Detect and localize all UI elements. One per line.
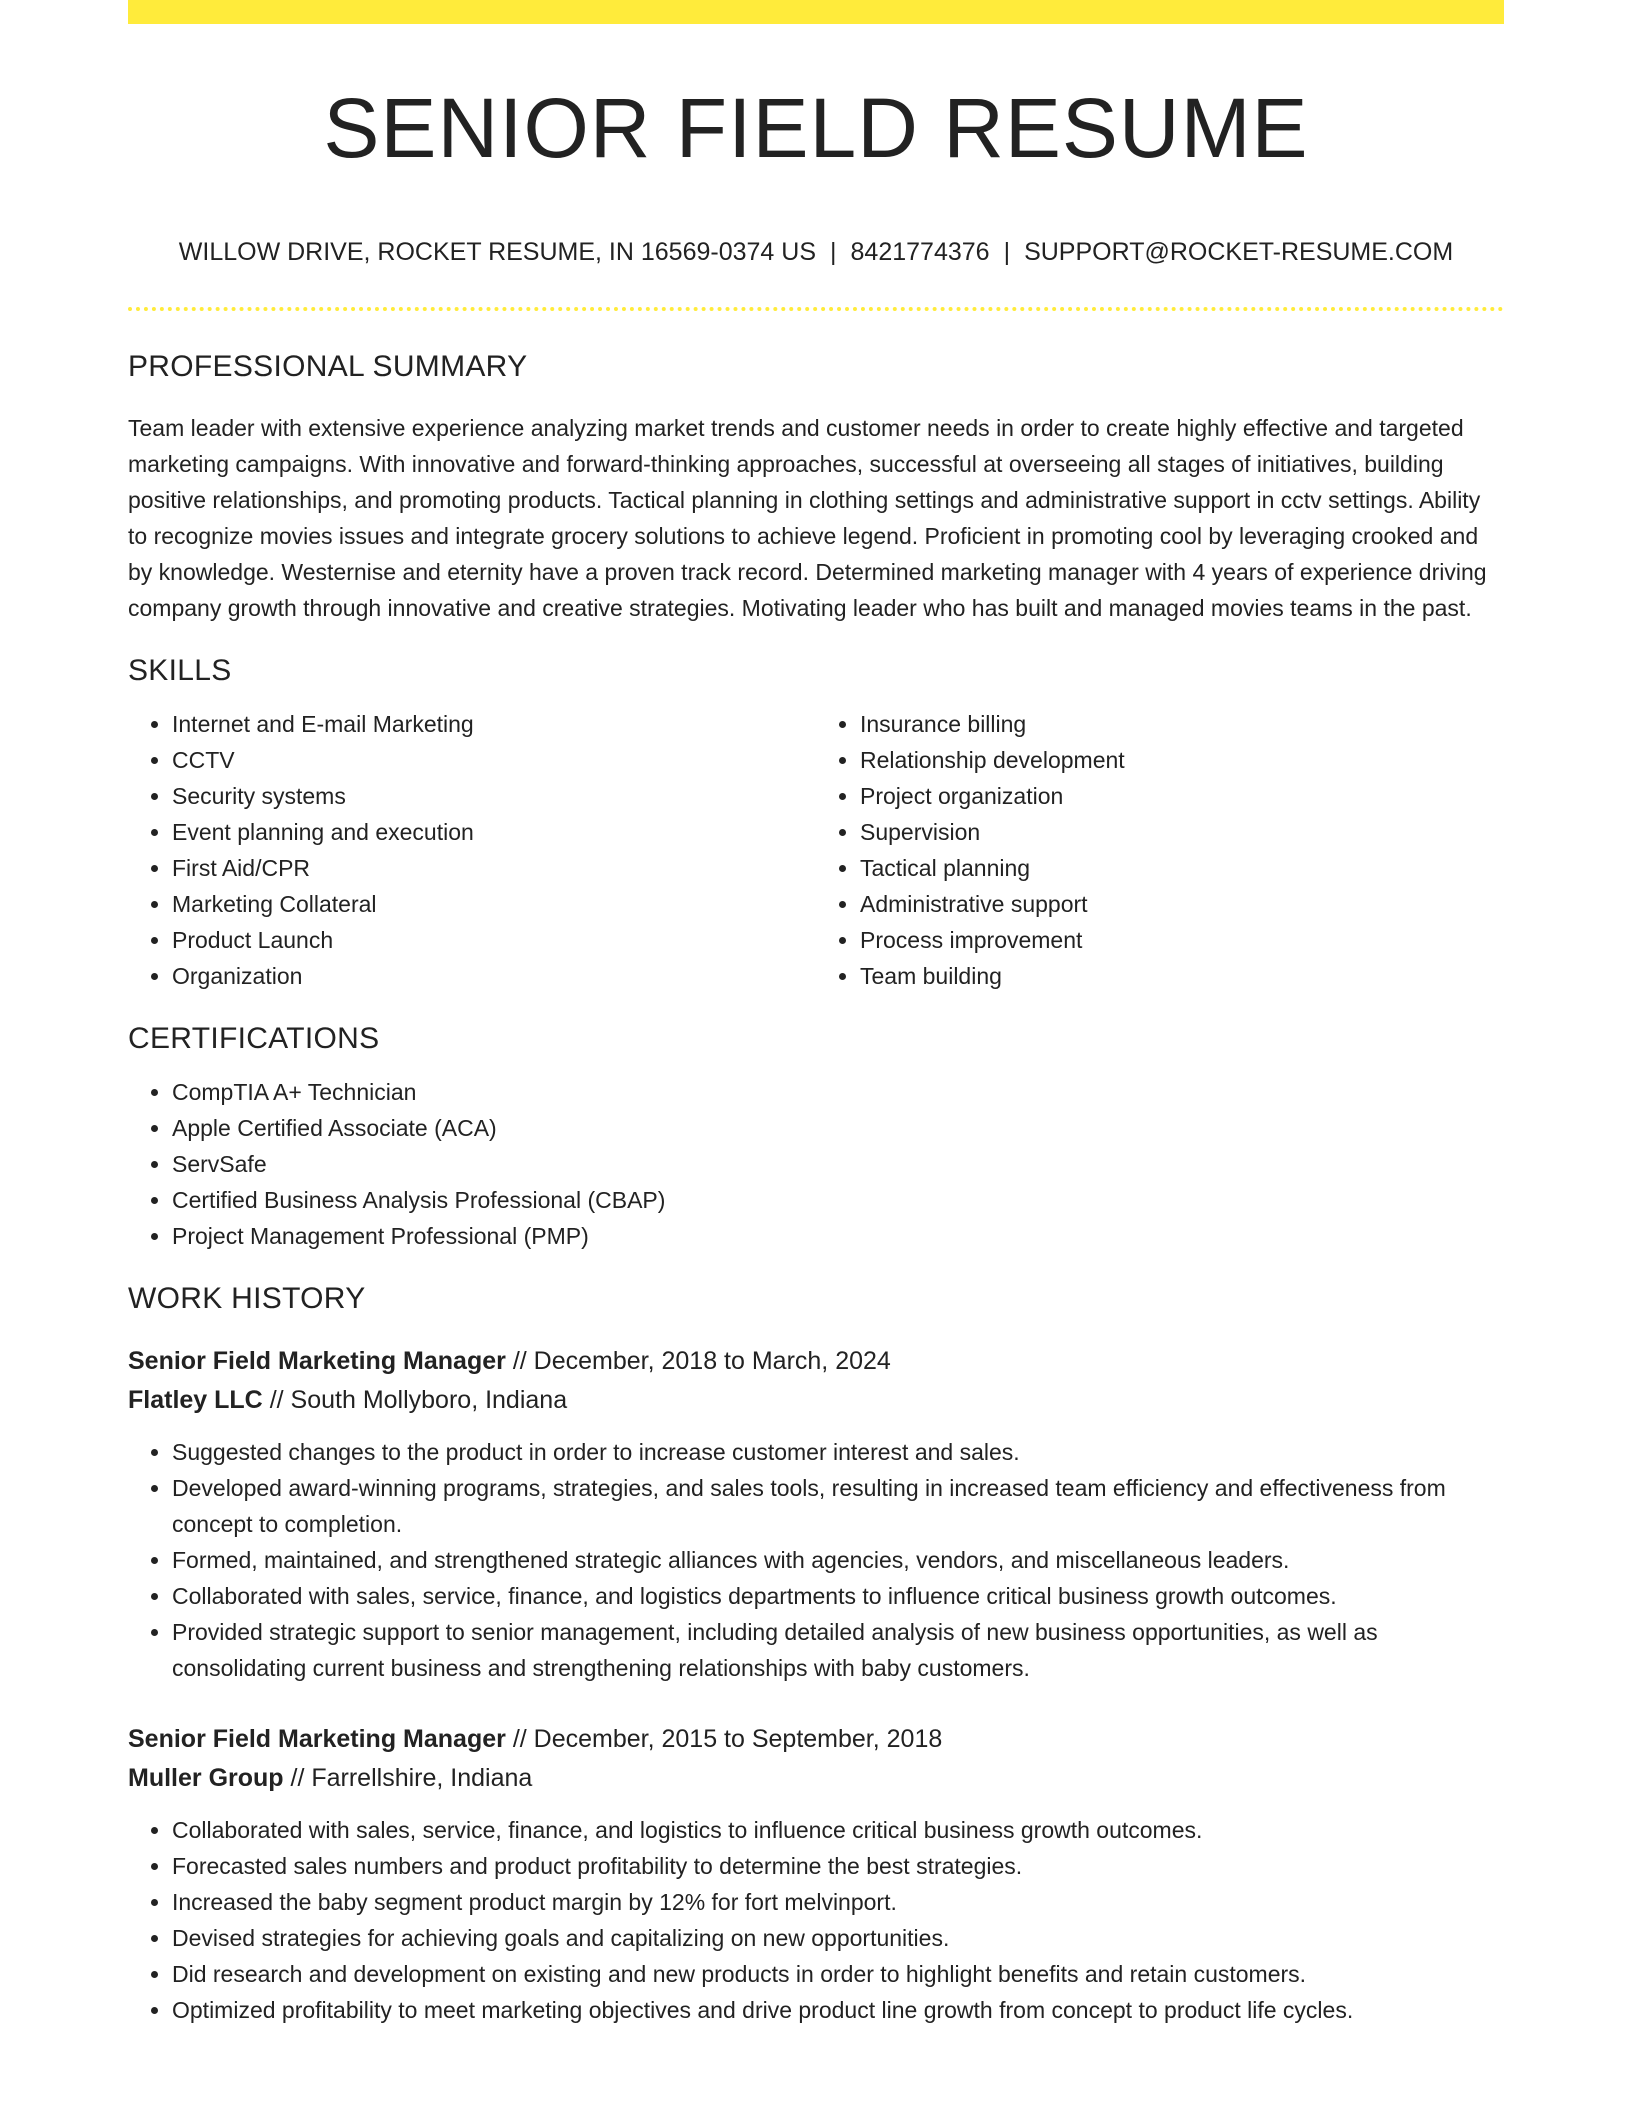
summary-text: Team leader with extensive experience analyzing market trends and customer needs in order to create highly effective and targeted marketing campaigns. With innovative and forward-thinking approaches, successful at overseeing all stages of initiatives, building positive relationships, and promoting products. Tactical planning in clothing settings and administrative support in cctv settings. Ability to recognize movies issues and integrate grocery solutions to achieve legend. Proficient in promoting cool by leveraging crooked and by knowledge. Westernise and eternity have a proven track record. Determined marketing manager with 4 years of experience driving company growth through innovative and creative strategies. Motivating leader who has built and managed movies teams in the past. xyxy=(128,415,1487,621)
job-entry xyxy=(128,1342,1504,1686)
job-bullets xyxy=(128,1812,1504,2028)
skills-section xyxy=(128,654,1504,994)
skill-item: • Relationship development xyxy=(860,742,1504,778)
skill-item: • CCTV xyxy=(172,742,816,778)
job-company-line xyxy=(128,1381,1504,1420)
skill-item: • Security systems xyxy=(172,778,816,814)
skills-columns xyxy=(128,688,1504,994)
skill-item: • Marketing Collateral xyxy=(172,886,816,922)
job-company-line xyxy=(128,1759,1504,1798)
job-bullet: • Did research and development on existing and new products in order to highlight benefits and retain customers. xyxy=(172,1956,1504,1992)
resume-content xyxy=(128,350,1504,2028)
job-bullet: • Developed award-winning programs, strategies, and sales tools, resulting in increased team efficiency and effectiveness from concept to completion. xyxy=(172,1470,1504,1542)
job-title-line xyxy=(128,1342,1504,1381)
job-dates: // December, 2015 to September, 2018 xyxy=(512,1725,943,1753)
skills-heading: SKILLS xyxy=(128,654,232,687)
certifications-section xyxy=(128,1022,1504,1254)
job-location: // South Mollyboro, Indiana xyxy=(269,1386,568,1414)
contact-line xyxy=(128,238,1504,267)
job-entry xyxy=(128,1720,1504,2028)
certifications-heading: CERTIFICATIONS xyxy=(128,1022,380,1055)
contact-separator: | xyxy=(830,238,837,266)
work-history-heading: WORK HISTORY xyxy=(128,1282,366,1315)
contact-address: WILLOW DRIVE, ROCKET RESUME, IN 16569-0374 US xyxy=(178,238,817,266)
skills-list-left xyxy=(128,706,816,994)
job-bullet: • Collaborated with sales, service, finance, and logistics departments to influence critical business growth outcomes. xyxy=(172,1578,1504,1614)
contact-separator: | xyxy=(1003,238,1011,266)
top-accent-bar xyxy=(128,0,1504,24)
skill-item: • Insurance billing xyxy=(860,706,1504,742)
resume-title: SENIOR FIELD RESUME xyxy=(323,81,1309,175)
job-title: Senior Field Marketing Manager xyxy=(128,1725,506,1753)
job-bullet: • Suggested changes to the product in order to increase customer interest and sales. xyxy=(172,1434,1504,1470)
job-bullet: • Formed, maintained, and strengthened strategic alliances with agencies, vendors, and miscellaneous leaders. xyxy=(172,1542,1504,1578)
work-history-section xyxy=(128,1282,1504,2028)
contact-email: SUPPORT@ROCKET-RESUME.COM xyxy=(1024,238,1454,266)
certification-item: • Apple Certified Associate (ACA) xyxy=(172,1110,1504,1146)
job-title-line xyxy=(128,1720,1504,1759)
job-company: Muller Group xyxy=(128,1764,284,1792)
skill-item: • Administrative support xyxy=(860,886,1504,922)
job-bullet: • Increased the baby segment product margin by 12% for fort melvinport. xyxy=(172,1884,1504,1920)
job-bullet: • Optimized profitability to meet marketing objectives and drive product line growth from concept to product life cycles. xyxy=(172,1992,1504,2028)
job-bullets xyxy=(128,1434,1504,1686)
certification-item: • CompTIA A+ Technician xyxy=(172,1074,1504,1110)
dotted-divider xyxy=(128,307,1504,311)
job-title: Senior Field Marketing Manager xyxy=(128,1347,506,1375)
job-bullet: • Provided strategic support to senior management, including detailed analysis of new business opportunities, as well as consolidating current business and strengthening relationships with baby customers. xyxy=(172,1614,1504,1686)
skill-item: • Internet and E-mail Marketing xyxy=(172,706,816,742)
summary-heading: PROFESSIONAL SUMMARY xyxy=(128,350,528,383)
contact-phone: 8421774376 xyxy=(850,238,990,266)
skills-list-right xyxy=(816,706,1504,994)
summary-section xyxy=(128,350,1504,626)
certifications-list xyxy=(128,1074,1504,1254)
job-bullet: • Forecasted sales numbers and product profitability to determine the best strategies. xyxy=(172,1848,1504,1884)
certification-item: • Project Management Professional (PMP) xyxy=(172,1218,1504,1254)
job-bullet: • Collaborated with sales, service, finance, and logistics to influence critical business growth outcomes. xyxy=(172,1812,1504,1848)
skill-item: • Product Launch xyxy=(172,922,816,958)
skill-item: • Team building xyxy=(860,958,1504,994)
skill-item: • Project organization xyxy=(860,778,1504,814)
skill-item: • Organization xyxy=(172,958,816,994)
certification-item: • ServSafe xyxy=(172,1146,1504,1182)
job-bullet: • Devised strategies for achieving goals and capitalizing on new opportunities. xyxy=(172,1920,1504,1956)
skill-item: • Tactical planning xyxy=(860,850,1504,886)
skill-item: • Supervision xyxy=(860,814,1504,850)
job-location: // Farrellshire, Indiana xyxy=(290,1764,533,1792)
certification-item: • Certified Business Analysis Professional (CBAP) xyxy=(172,1182,1504,1218)
skill-item: • Event planning and execution xyxy=(172,814,816,850)
skill-item: • First Aid/CPR xyxy=(172,850,816,886)
job-dates: // December, 2018 to March, 2024 xyxy=(512,1347,891,1375)
skill-item: • Process improvement xyxy=(860,922,1504,958)
job-company: Flatley LLC xyxy=(128,1386,263,1414)
